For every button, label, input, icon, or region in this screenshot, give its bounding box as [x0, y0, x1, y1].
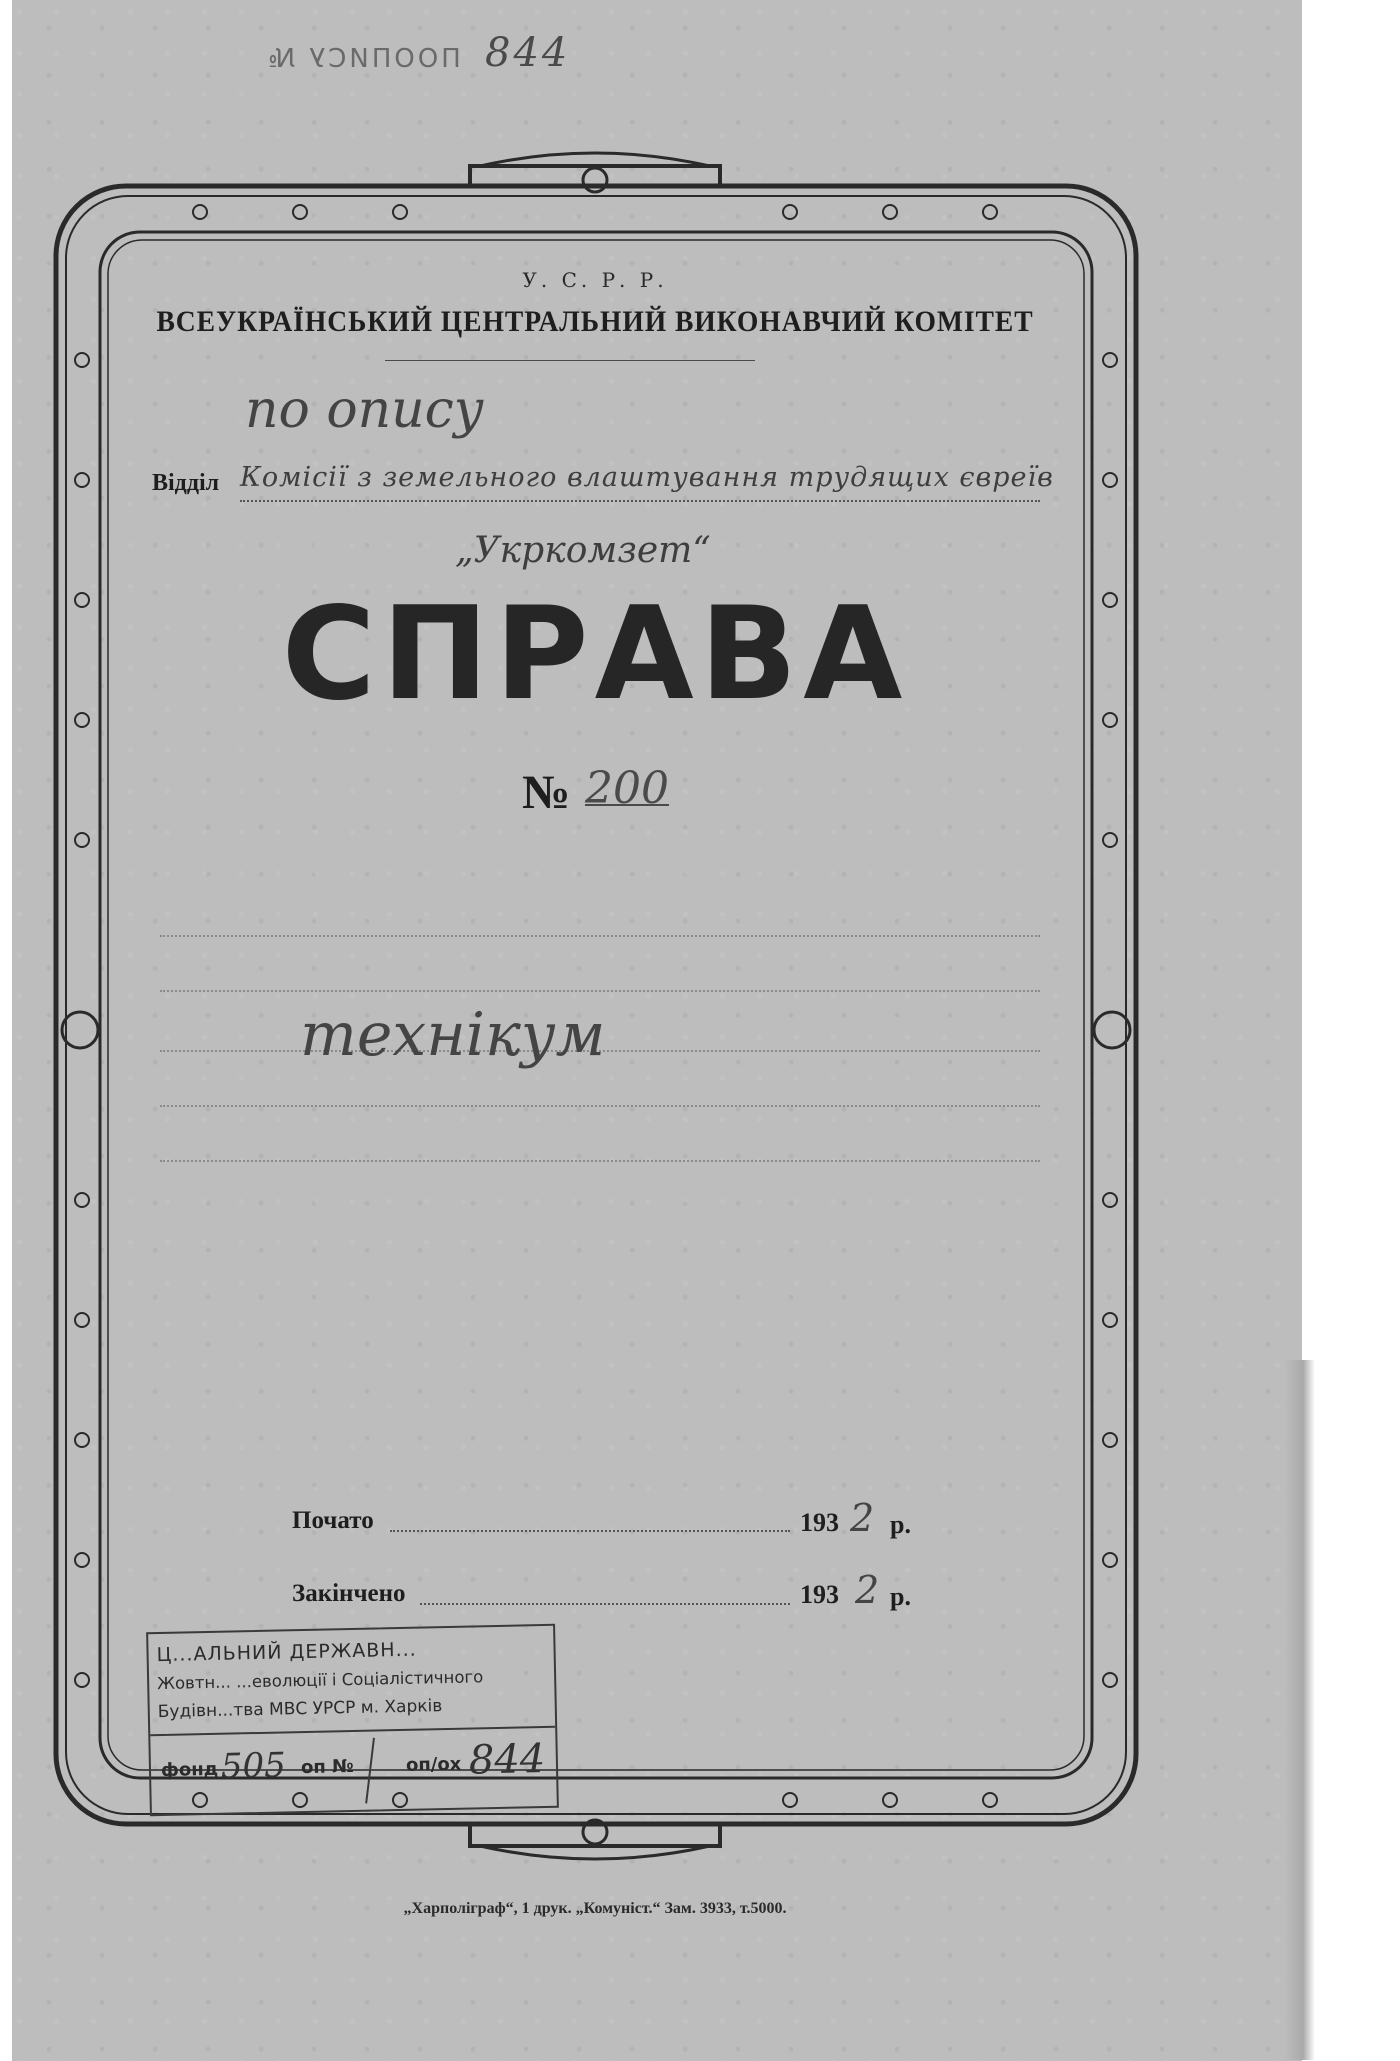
subject-line-5	[160, 1160, 1040, 1162]
department-label: Відділ	[152, 470, 220, 496]
ended-year-suffix: р.	[890, 1582, 911, 1611]
republic-abbreviation: У. С. Р. Р.	[522, 268, 668, 292]
started-year-prefix: 193	[800, 1508, 839, 1537]
archive-stamp-line-3: Будівн...тва МВС УРСР м. Харків	[157, 1696, 443, 1723]
fond-label: фонд	[160, 1758, 219, 1782]
case-number-value: 200	[585, 763, 669, 814]
subject-line-4	[160, 1105, 1040, 1107]
opis-label: оп №	[300, 1755, 354, 1779]
archive-stamp-line-1: Ц...АЛЬНИЙ ДЕРЖАВН...	[156, 1638, 417, 1667]
department-fill-line	[240, 500, 1040, 502]
subject-line-2	[160, 990, 1040, 992]
ended-fill-line	[420, 1603, 790, 1605]
handwritten-subject: технікум	[300, 1000, 606, 1070]
handwritten-department: Комісії з земельного влаштування трудящих євреїв	[240, 462, 1054, 493]
started-year-handwritten: 2	[850, 1496, 875, 1540]
sprava-label: оп/ох	[405, 1753, 462, 1776]
handwritten-department-short: „Укркомзет“	[455, 530, 711, 571]
committee-name: ВСЕУКРАЇНСЬКИЙ ЦЕНТРАЛЬНИЙ ВИКОНАВЧИЙ КОМІТЕТ	[156, 305, 1034, 338]
started-label: Почато	[292, 1507, 374, 1534]
sprava-value: 844	[468, 1735, 546, 1784]
document-title: СПРАВА	[281, 580, 909, 729]
archive-stamp-fields	[150, 1726, 557, 1814]
number-label: №	[522, 766, 571, 819]
ended-year-prefix: 193	[800, 1580, 839, 1609]
fond-value: 505	[220, 1745, 287, 1787]
header-rule	[385, 360, 755, 361]
top-stamp-handwritten-number: 844	[485, 30, 571, 76]
top-stamp-printed-text: ПООПИСУ №	[265, 44, 461, 74]
stamp-separator	[365, 1738, 375, 1804]
ended-label: Закінчено	[292, 1580, 406, 1607]
started-year-suffix: р.	[890, 1510, 911, 1539]
ended-year-handwritten: 2	[855, 1568, 880, 1612]
archive-stamp	[146, 1624, 559, 1817]
archive-stamp-line-2: Жовтн... ...еволюції і Соціалістичного	[156, 1667, 484, 1694]
printer-imprint: „Харполіграф“, 1 друк. „Комуніст.“ Зам. 3933, т.5000.	[403, 1900, 787, 1917]
subject-line-1	[160, 935, 1040, 937]
handwritten-inventory-note: по опису	[245, 380, 484, 440]
started-fill-line	[390, 1530, 790, 1532]
